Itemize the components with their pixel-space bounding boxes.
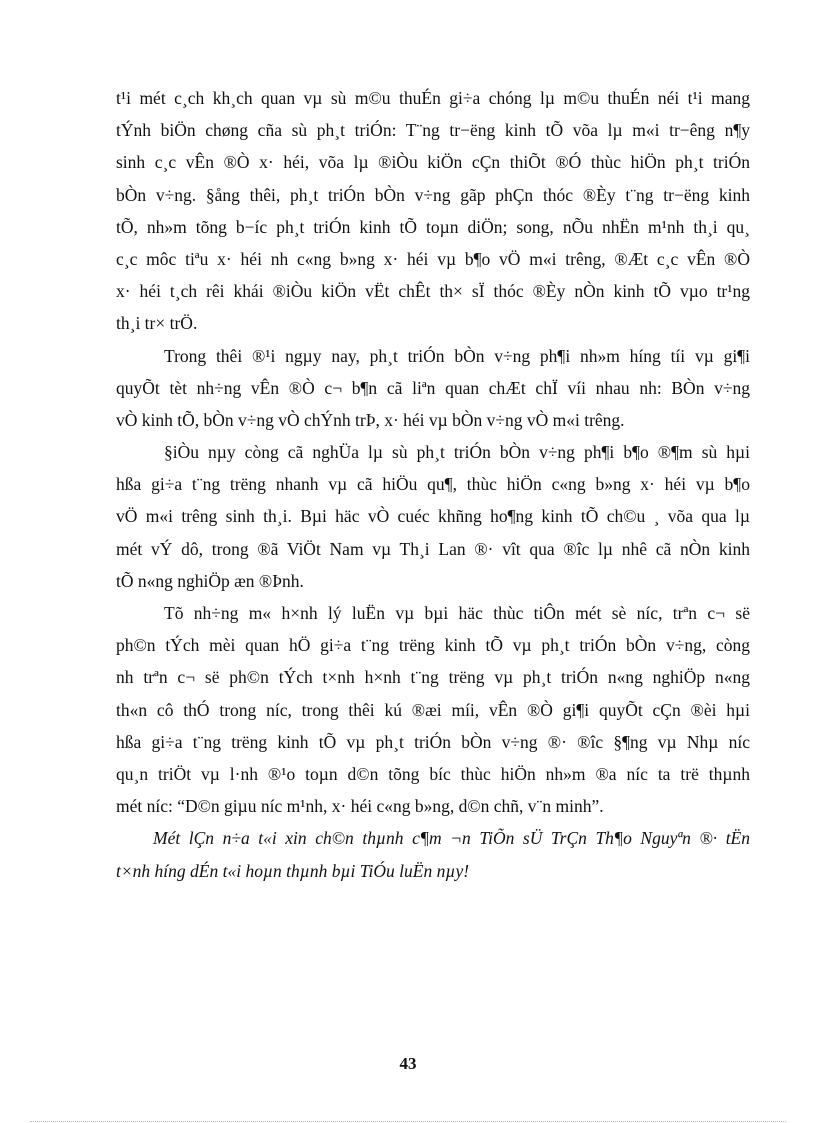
text-line: mét níc: “D©n giµu níc m¹nh, x· héi c«ng b»ng, d©n chñ, v¨n minh”. <box>116 796 604 817</box>
paragraph <box>116 597 750 822</box>
page-number: 43 <box>399 1054 417 1073</box>
text-line: Tõ nh÷ng m« h×nh lý luËn vµ bµi häc thùc tiÔn mét sè níc, trªn c¬ së <box>164 603 750 623</box>
text-line: Trong thêi ®¹i ngµy nay, ph¸t triÓn bÒn v÷ng ph¶i nh»m híng tíi vµ gi¶i <box>164 345 750 366</box>
text-line: nh trªn c¬ së ph©n tÝch t×nh h×nh t¨ng trëng vµ ph¸t triÓn n«ng nghiÖp n«ng <box>116 667 750 688</box>
text-line: §iÒu nµy còng cã nghÜa lµ sù ph¸t triÓn bÒn v÷ng ph¶i b¶o ®¶m sù hµi <box>164 442 750 463</box>
text-line: quyÕt tèt nh÷ng vÊn ®Ò c¬ b¶n cã liªn quan chÆt chÏ víi nhau nh: BÒn v÷ng <box>116 377 750 398</box>
text-line: t¹i mét c¸ch kh¸ch quan vµ sù m©u thuÉn gi÷a chóng lµ m©u thuÉn néi t¹i mang <box>116 88 750 108</box>
text-line: vÒ kinh tÕ, bÒn v÷ng vÒ chÝnh trÞ, x· héi vµ bÒn v÷ng vÒ m«i trêng. <box>116 409 625 430</box>
body-text <box>116 82 750 887</box>
text-line: tÝnh biÖn chøng cña sù ph¸t triÓn: T¨ng tr−ëng kinh tÕ võa lµ m«i tr−êng n¶y <box>116 120 750 141</box>
text-line: tÕ, nh»m tõng b−íc ph¸t triÓn kinh tÕ toµn diÖn; song, nÕu nhËn m¹nh th¸i qu¸ <box>116 216 750 237</box>
text-line: hßa gi÷a t¨ng trëng kinh tÕ vµ ph¸t triÓn bÒn v÷ng ®· ®îc §¶ng vµ Nhµ níc <box>116 731 750 752</box>
text-line: ph©n tÝch mèi quan hÖ gi÷a t¨ng trëng kinh tÕ vµ ph¸t triÓn bÒn v÷ng, còng <box>116 635 750 656</box>
text-line: tÕ n«ng nghiÖp æn ®Þnh. <box>116 570 304 591</box>
acknowledgement-paragraph <box>116 822 750 886</box>
text-line: th¸i tr× trÖ. <box>116 313 198 334</box>
text-line: qu¸n triÖt vµ l·nh ®¹o toµn d©n tõng bíc thùc hiÖn nh»m ®a níc ta trë thµnh <box>116 763 750 784</box>
text-line: vÖ m«i trêng sinh th¸i. Bµi häc vÒ cuéc khñng ho¶ng kinh tÕ ch©u ¸ võa qua lµ <box>116 506 750 527</box>
text-line: mét vÝ dô, trong ®ã ViÖt Nam vµ Th¸i Lan ®· vît qua ®îc lµ nhê cã nÒn kinh <box>116 538 750 559</box>
page-bottom-divider <box>30 1121 786 1122</box>
text-line: bÒn v÷ng. §ång thêi, ph¸t triÓn bÒn v÷ng gãp phÇn thóc ®Èy t¨ng tr−ëng kinh <box>116 184 750 205</box>
text-line: sinh c¸c vÊn ®Ò x· héi, võa lµ ®iÒu kiÖn cÇn thiÕt ®Ó thùc hiÖn ph¸t triÓn <box>116 152 750 173</box>
paragraph <box>116 82 750 340</box>
text-line: Mét lÇn n÷a t«i xin ch©n thµnh c¶m ¬n TiÕn sÜ TrÇn Th¶o Nguyªn ®· tËn <box>153 828 750 849</box>
text-line: c¸c môc tiªu x· héi nh c«ng b»ng x· héi vµ b¶o vÖ m«i trêng, ®Æt c¸c vÊn ®Ò <box>116 248 750 269</box>
paragraph <box>116 436 750 597</box>
paragraph <box>116 340 750 437</box>
text-line: x· héi t¸ch rêi khái ®iÒu kiÖn vËt chÊt th× sÏ thóc ®Èy nÒn kinh tÕ vµo tr¹ng <box>116 281 750 302</box>
text-line: th«n cô thÓ trong níc, trong thêi kú ®æi míi, vÊn ®Ò gi¶i quyÕt cÇn ®èi hµi <box>116 699 750 720</box>
text-line: hßa gi÷a t¨ng trëng nhanh vµ cã hiÖu qu¶, thùc hiÖn c«ng b»ng x· héi vµ b¶o <box>116 474 750 495</box>
text-line: t×nh híng dÉn t«i hoµn thµnh bµi TiÓu luËn nµy! <box>116 860 470 881</box>
